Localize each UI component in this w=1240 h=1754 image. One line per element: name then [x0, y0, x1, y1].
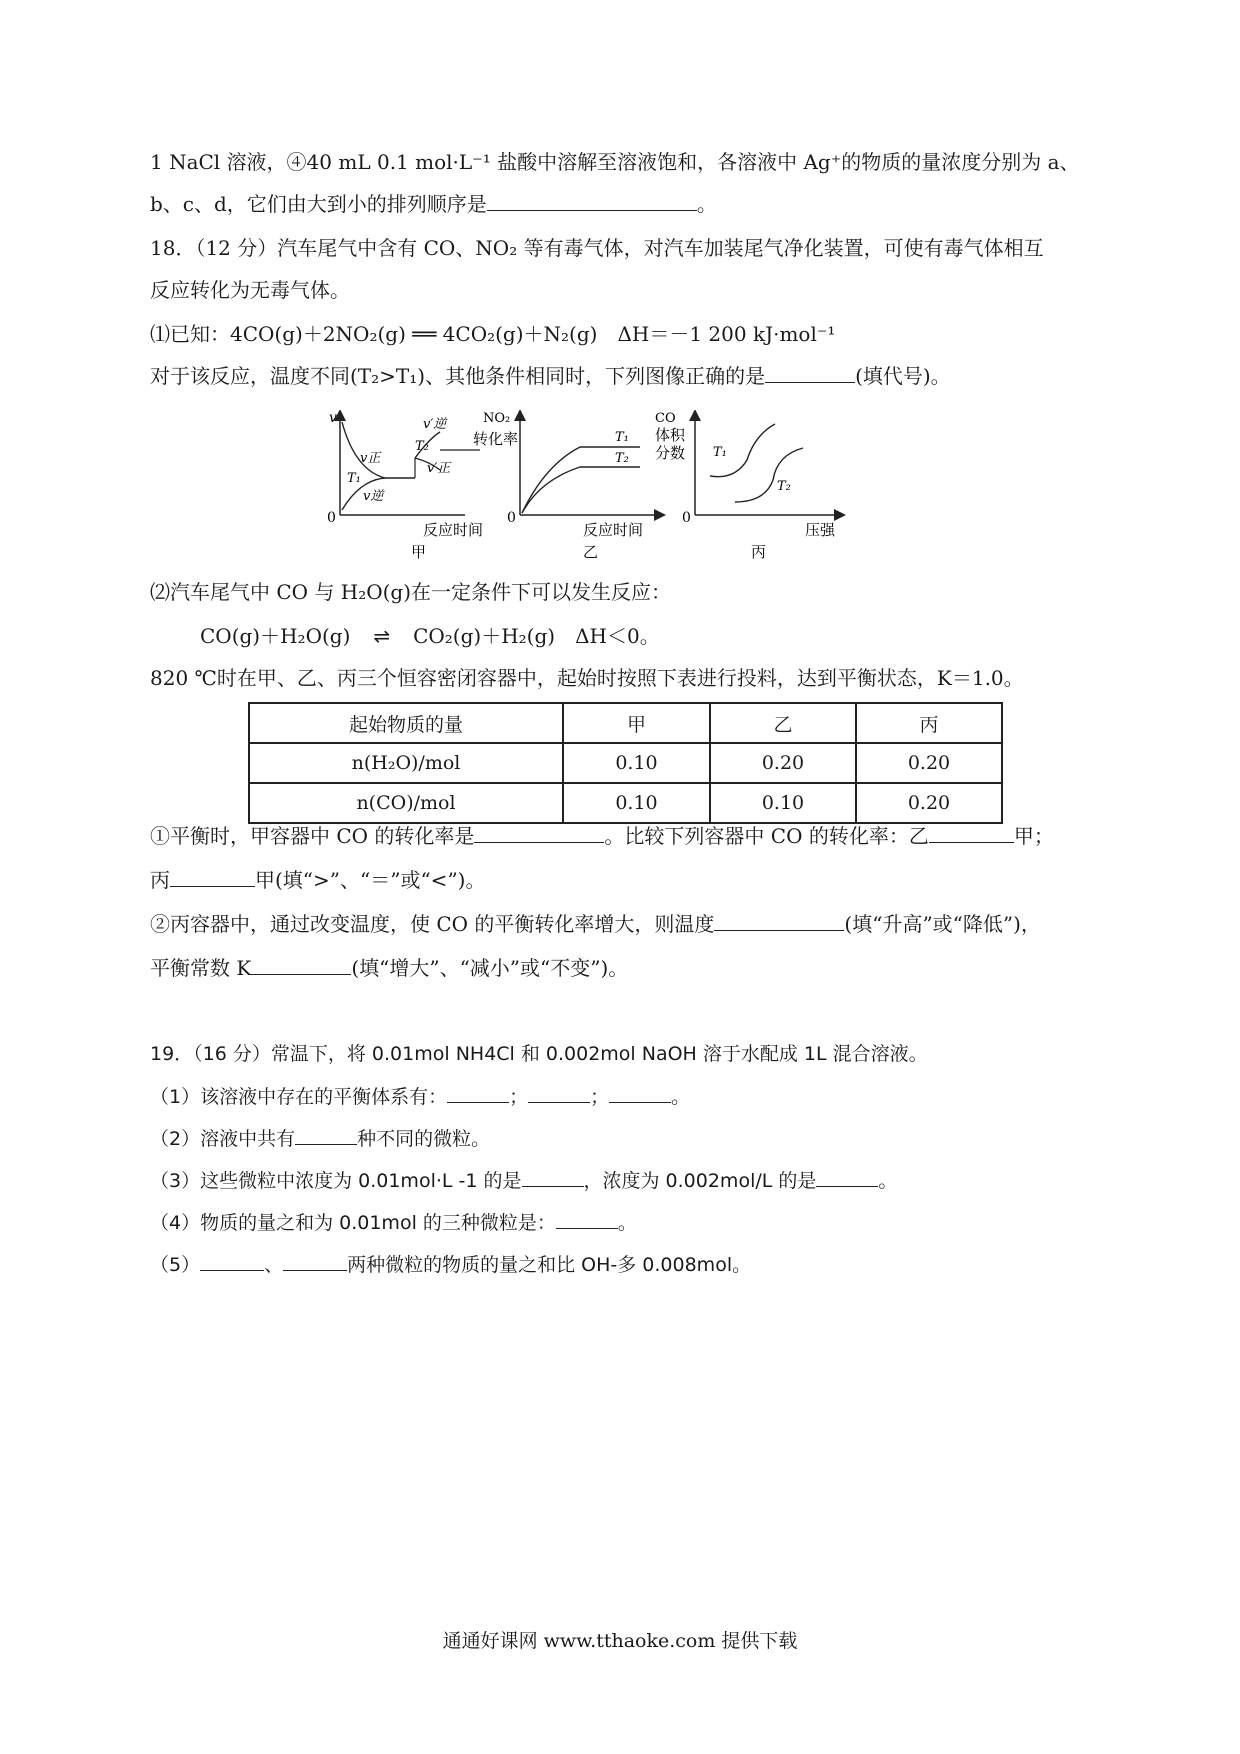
text-fragment: 、: [264, 1254, 284, 1276]
table-cell: 0.10: [710, 783, 856, 823]
table-cell: 0.20: [856, 783, 1002, 823]
text-line: [150, 1124, 490, 1153]
text-fragment: 平衡常数 K: [150, 956, 252, 980]
answer-blank[interactable]: [816, 1166, 878, 1187]
x-axis-label: 反应时间: [583, 521, 644, 539]
equation-line: ⑴已知：4CO(g)＋2NO₂(g) ══ 4CO₂(g)＋N₂(g) ΔH＝－1 200 kJ·mol⁻¹: [150, 322, 836, 346]
answer-blank[interactable]: [283, 1250, 347, 1271]
text-line: [150, 190, 717, 218]
eq-right: CO₂(g)＋H₂(g) ΔH＜0。: [413, 624, 660, 648]
answer-blank[interactable]: [200, 1250, 264, 1271]
text-line: [150, 362, 951, 390]
label-vp-ni: v′逆: [423, 417, 447, 432]
page-footer: 通通好课网 www.tthaoke.com 提供下载: [442, 1630, 798, 1652]
table-cell: 0.10: [563, 783, 710, 823]
label-t2: T₂: [777, 479, 791, 494]
question-19-title: 19．（16 分）常温下，将 0.01mol NH4Cl 和 0.002mol NaOH 溶于水配成 1L 混合溶液。: [150, 1043, 928, 1065]
table-row: [249, 743, 1002, 783]
label-t1: T₁: [347, 471, 361, 486]
table-cell: 0.10: [563, 743, 710, 783]
text-line: [150, 954, 628, 982]
text-fragment: （4）物质的量之和为 0.01mol 的三种微粒是：: [150, 1212, 556, 1234]
text-line: [150, 1250, 751, 1279]
table-cell: 0.20: [856, 743, 1002, 783]
answer-blank[interactable]: [765, 362, 855, 383]
text-fragment: ②丙容器中，通过改变温度，使 CO 的平衡转化率增大，则温度: [150, 912, 715, 936]
caption-yi: 乙: [583, 543, 599, 560]
x-axis-label: 压强: [805, 521, 836, 539]
text-fragment: 对于该反应，温度不同(T₂>T₁)、其他条件相同时，下列图像正确的是: [150, 364, 766, 388]
answer-blank[interactable]: [447, 1082, 509, 1103]
table-cell: 0.20: [710, 743, 856, 783]
text-fragment: (填代号)。: [855, 364, 951, 388]
text-fragment: ；: [590, 1086, 610, 1108]
text-line: 反应转化为无毒气体。: [150, 278, 350, 302]
origin-label: 0: [507, 510, 516, 526]
table-cell: n(CO)/mol: [249, 783, 563, 823]
graph-jia: [327, 410, 483, 560]
text-fragment: （2）溶液中共有: [150, 1128, 296, 1150]
y-axis-label-1: NO₂: [483, 411, 511, 426]
answer-blank[interactable]: [609, 1082, 671, 1103]
text-fragment: 。: [696, 192, 717, 216]
origin-label: 0: [682, 510, 691, 526]
text-fragment: b、c、d，它们由大到小的排列顺序是: [150, 192, 487, 216]
label-t1: T₁: [713, 445, 727, 460]
caption-bing: 丙: [751, 543, 767, 560]
label-v-zheng: v正: [360, 451, 381, 466]
axis-label-v: v: [329, 410, 337, 426]
text-fragment: (填“升高”或“降低”)，: [844, 912, 1041, 936]
answer-blank[interactable]: [487, 190, 697, 211]
x-axis-label: 反应时间: [423, 521, 484, 539]
text-fragment: 。比较下列容器中 CO 的转化率：乙: [604, 824, 929, 848]
table-row: [249, 783, 1002, 823]
answer-blank[interactable]: [929, 822, 1014, 843]
label-vp-zheng: v′正: [427, 461, 451, 476]
table-header-cell: 起始物质的量: [249, 703, 563, 743]
equilibrium-arrow-icon: ⇌: [373, 624, 391, 648]
text-line: ⑵汽车尾气中 CO 与 H₂O(g)在一定条件下可以发生反应：: [150, 580, 672, 604]
text-fragment: （3）这些微粒中浓度为 0.01mol·L -1 的是: [150, 1170, 522, 1192]
y-axis-label-2: 转化率: [473, 430, 519, 448]
text-line: [150, 1082, 690, 1111]
text-fragment: 。: [671, 1086, 691, 1108]
y-axis-label-3: 分数: [655, 444, 686, 462]
equilibrium-equation: [200, 620, 660, 649]
text-line: 820 ℃时在甲、乙、丙三个恒容密闭容器中，起始时按照下表进行投料，达到平衡状态，K＝1.0。: [150, 666, 1024, 690]
text-line: 1 NaCl 溶液，④40 mL 0.1 mol·L⁻¹ 盐酸中溶解至溶液饱和，各溶液中 Ag⁺的物质的量浓度分别为 a、: [150, 150, 1080, 174]
text-fragment: ；: [509, 1086, 529, 1108]
origin-label: 0: [327, 510, 336, 526]
y-axis-label-1: CO: [655, 411, 676, 426]
answer-blank[interactable]: [528, 1082, 590, 1103]
text-fragment: ，浓度为 0.002mol/L 的是: [583, 1170, 817, 1192]
text-fragment: 种不同的微粒。: [357, 1128, 491, 1150]
label-v-ni: v逆: [363, 489, 384, 504]
text-fragment: 甲(填“>”、“＝”或“<”)。: [255, 868, 486, 892]
text-line: [150, 822, 1054, 850]
label-t1: T₁: [615, 430, 629, 445]
table-header-row: [249, 703, 1002, 743]
text-fragment: ①平衡时，甲容器中 CO 的转化率是: [150, 824, 475, 848]
text-line: [150, 866, 485, 894]
answer-blank[interactable]: [251, 954, 351, 975]
text-fragment: （5）: [150, 1254, 201, 1276]
question-18-title: 18．（12 分）汽车尾气中含有 CO、NO₂ 等有毒气体，对汽车加装尾气净化装置，可使有毒气体相互: [150, 236, 1044, 260]
text-fragment: 甲；: [1013, 824, 1054, 848]
eq-left: CO(g)＋H₂O(g): [200, 624, 351, 648]
answer-blank[interactable]: [295, 1124, 357, 1145]
table-cell: n(H₂O)/mol: [249, 743, 563, 783]
data-table: [248, 702, 1003, 824]
text-fragment: 丙: [150, 868, 170, 892]
table-header-cell: 丙: [856, 703, 1002, 743]
text-line: [150, 1208, 637, 1237]
table-header-cell: 乙: [710, 703, 856, 743]
answer-blank[interactable]: [556, 1208, 618, 1229]
answer-blank[interactable]: [522, 1166, 584, 1187]
text-fragment: (填“增大”、“减小”或“不变”)。: [351, 956, 629, 980]
text-line: [150, 1166, 897, 1195]
answer-blank[interactable]: [714, 910, 844, 931]
answer-blank[interactable]: [170, 866, 255, 887]
label-t2: T₂: [615, 451, 629, 466]
text-fragment: 。: [878, 1170, 898, 1192]
text-line: [150, 910, 1041, 938]
text-fragment: （1）该溶液中存在的平衡体系有：: [150, 1086, 448, 1108]
caption-jia: 甲: [411, 543, 427, 560]
graphs-figure: [315, 410, 935, 560]
y-axis-label-2: 体积: [655, 426, 686, 444]
graph-bing: [655, 411, 840, 560]
answer-blank[interactable]: [474, 822, 604, 843]
table-header-cell: 甲: [563, 703, 710, 743]
text-fragment: 两种微粒的物质的量之和比 OH-多 0.008mol。: [347, 1254, 752, 1276]
label-t2: T₂: [415, 439, 429, 454]
graph-yi: [473, 411, 660, 560]
text-fragment: 。: [617, 1212, 637, 1234]
